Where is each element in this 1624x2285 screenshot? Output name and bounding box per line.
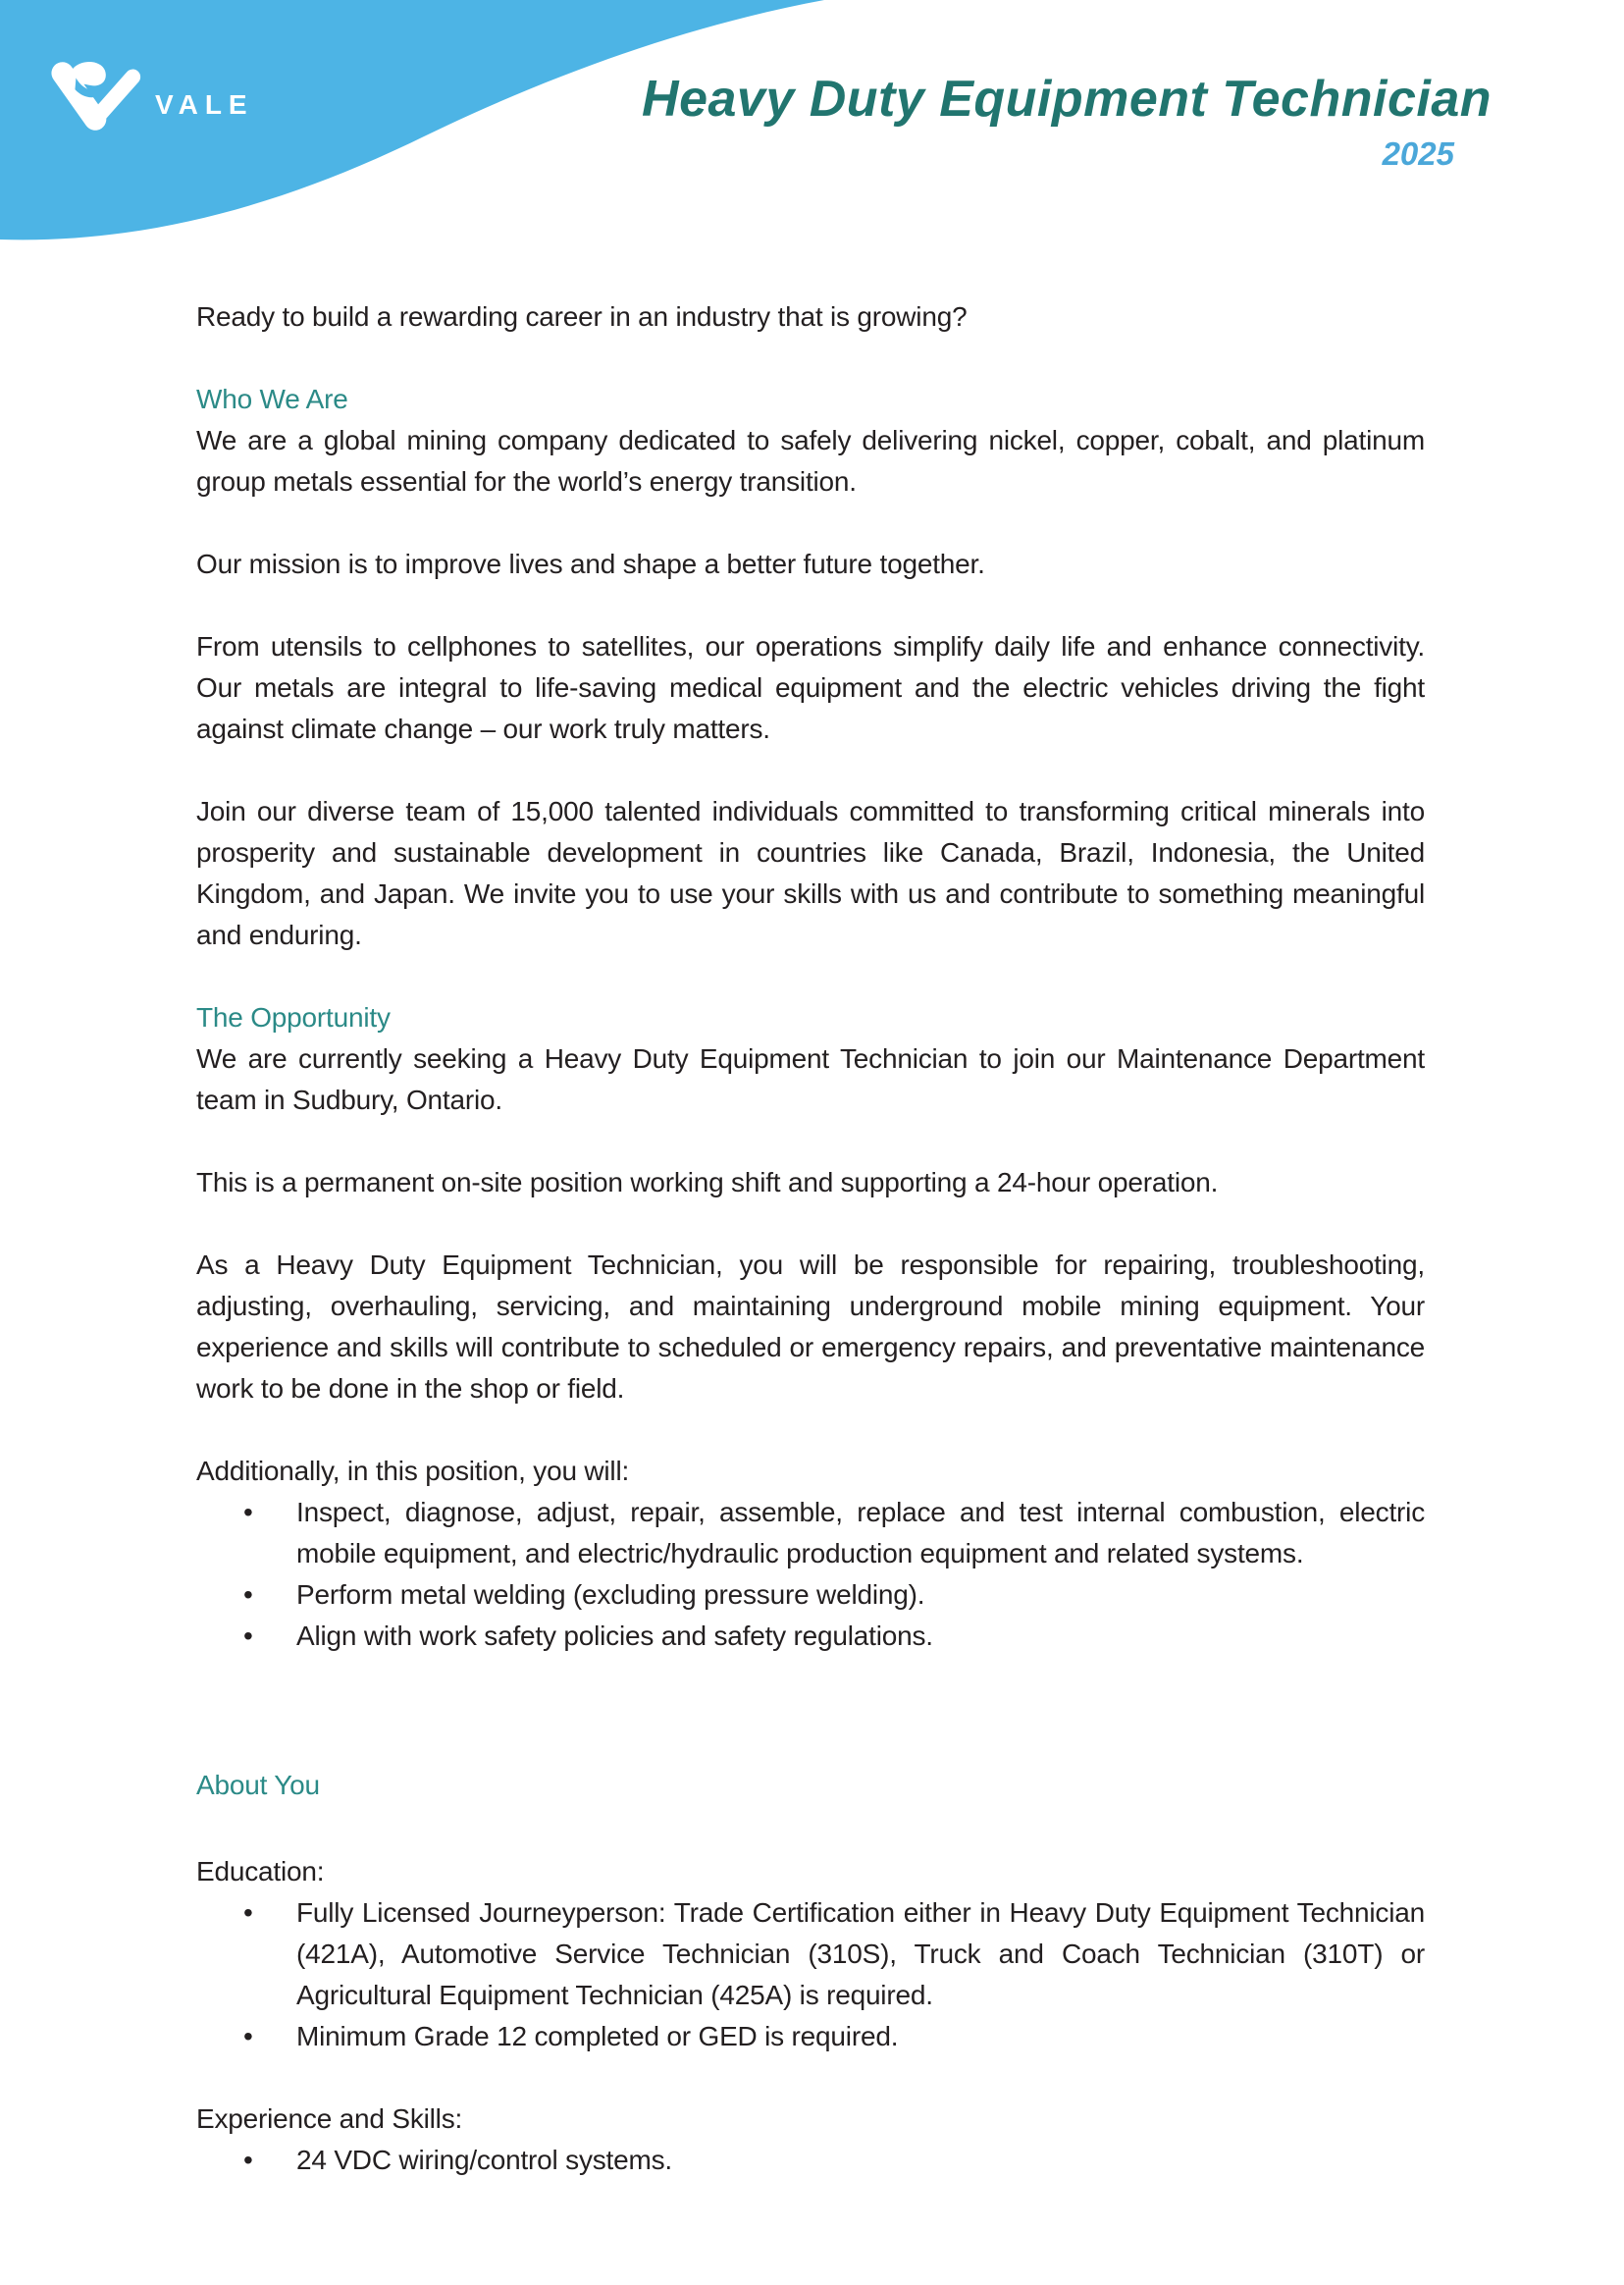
opportunity-paragraph-2: This is a permanent on-site position working shift and supporting a 24-hour operation.: [196, 1167, 1219, 1197]
list-item: • Perform metal welding (excluding pressure welding).: [196, 1574, 1425, 1616]
list-item: • Align with work safety policies and safety regulations.: [196, 1616, 1425, 1657]
list-item: • 24 VDC wiring/control systems.: [196, 2140, 1425, 2181]
vale-logo-wordmark: VALE: [155, 89, 254, 120]
opportunity-paragraph-1: We are currently seeking a Heavy Duty Equipment Technician to join our Maintenance Department team in Sudbury, Ontario.: [196, 1043, 1425, 1115]
who-we-are-paragraph-4: Join our diverse team of 15,000 talented individuals committed to transforming critical minerals into prosperity and sustainable development in countries like Canada, Brazil, Indonesia, the United Kingdom, and Japan. We invite you to use your skills with us and contribute to something meaningful and enduring.: [196, 796, 1425, 950]
document-body: [196, 296, 1425, 2222]
vale-logo: [49, 61, 254, 132]
opportunity-bullet-list: [196, 1492, 1425, 1657]
experience-bullet-list: [196, 2140, 1425, 2181]
page-year: 2025: [1382, 134, 1454, 172]
education-bullet-list: [196, 1892, 1425, 2057]
title-block: [642, 71, 1492, 173]
who-we-are-paragraph-2: Our mission is to improve lives and shape a better future together.: [196, 549, 985, 579]
page-header: [0, 0, 1624, 255]
list-item: • Inspect, diagnose, adjust, repair, assemble, replace and test internal combustion, electric mobile equipment, and electric/hydraulic production equipment and related systems.: [196, 1492, 1425, 1574]
section-heading-who-we-are: Who We Are: [196, 384, 348, 414]
section-heading-the-opportunity: The Opportunity: [196, 1002, 391, 1033]
experience-label: Experience and Skills:: [196, 2103, 463, 2134]
list-item: • Minimum Grade 12 completed or GED is required.: [196, 2016, 1425, 2057]
section-heading-about-you: About You: [196, 1770, 320, 1800]
opportunity-paragraph-4: Additionally, in this position, you will:: [196, 1456, 630, 1486]
education-label: Education:: [196, 1856, 325, 1886]
intro-paragraph: Ready to build a rewarding career in an industry that is growing?: [196, 301, 968, 332]
list-item: • Fully Licensed Journeyperson: Trade Certification either in Heavy Duty Equipment Technician (421A), Automotive Service Technician (310S), Truck and Coach Technician (310T) or Agricultural Equipment Technician (425A) is required.: [196, 1892, 1425, 2016]
page-title: Heavy Duty Equipment Technician: [642, 71, 1492, 128]
vale-logo-icon: [49, 61, 145, 132]
opportunity-paragraph-3: As a Heavy Duty Equipment Technician, you will be responsible for repairing, troubleshooting, adjusting, overhauling, servicing, and maintaining underground mobile mining equipment. Your experience and skills will contribute to scheduled or emergency repairs, and preventative maintenance work to be done in the shop or field.: [196, 1249, 1425, 1404]
who-we-are-paragraph-1: We are a global mining company dedicated to safely delivering nickel, copper, cobalt, and platinum group metals essential for the world’s energy transition.: [196, 425, 1425, 497]
who-we-are-paragraph-3: From utensils to cellphones to satellites, our operations simplify daily life and enhance connectivity. Our metals are integral to life-saving medical equipment and the electric vehicles driving the fight against climate change – our work truly matters.: [196, 631, 1425, 744]
